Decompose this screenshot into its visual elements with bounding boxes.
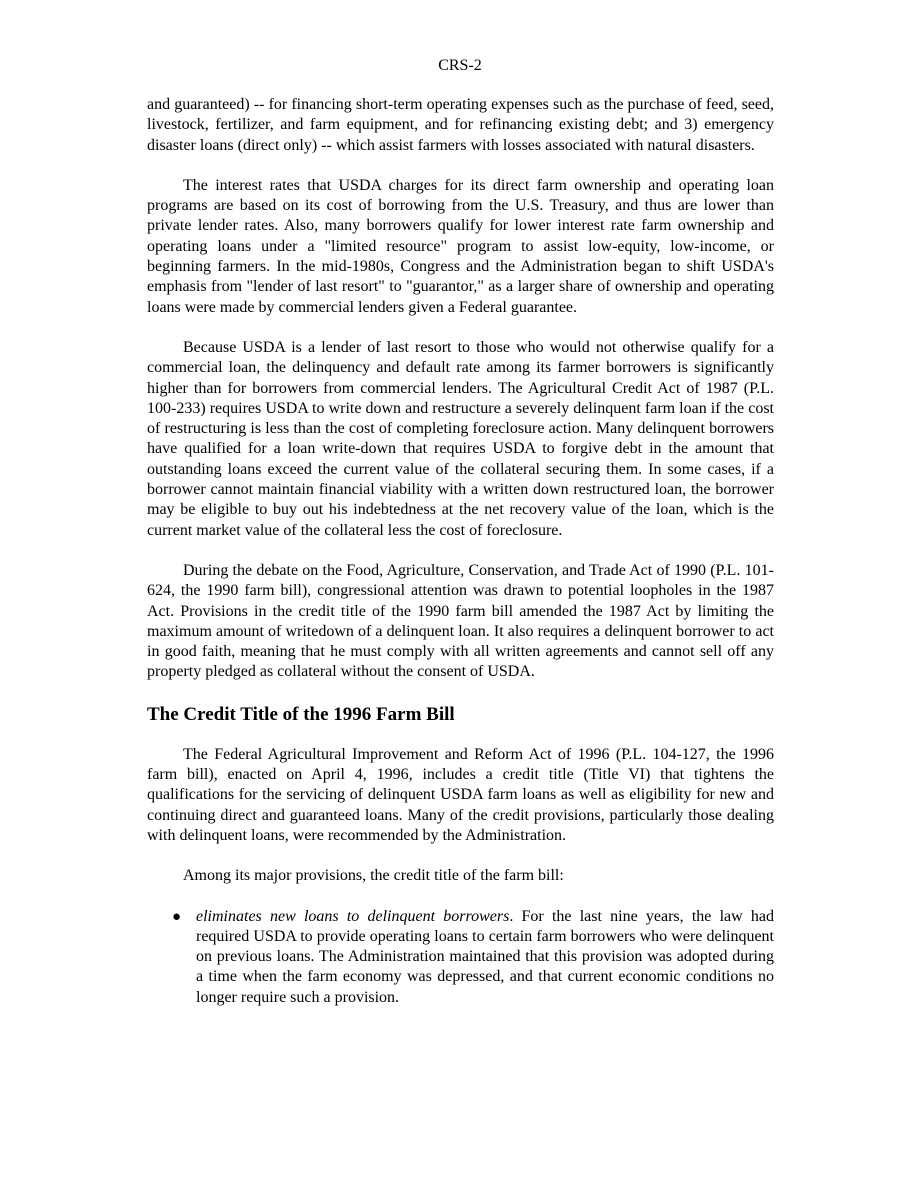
document-body (147, 95, 774, 1008)
page-number: CRS-2 (438, 57, 482, 74)
section-heading: The Credit Title of the 1996 Farm Bill (147, 703, 455, 725)
paragraph-1990-farm-bill: During the debate on the Food, Agriculture, Conservation, and Trade Act of 1990 (P.L. 101-624, the 1990 farm bill), congressional attention was drawn to potential loopholes in the 1987 Act. Provisions in the credit title of the 1990 farm bill amended the 1987 Act by limiting the maximum amount of writedown of a delinquent loan. It also requires a delinquent borrower to act in good faith, meaning that he must comply with all written agreements and cannot sell off any property pledged as collateral without the consent of USDA. (147, 561, 774, 681)
bullet-body-text: . For the last nine years, the law had required USDA to provide operating loans to certain farm borrowers who were delinquent on previous loans. The Administration maintained that this provision was adopted during a time when the farm economy was depressed, and that current economic conditions no longer require such a provision. (196, 907, 775, 1006)
paragraph-1996-act: The Federal Agricultural Improvement and Reform Act of 1996 (P.L. 104-127, the 1996 farm bill), enacted on April 4, 1996, includes a credit title (Title VI) that tightens the qualifications for the servicing of delinquent USDA farm loans as well as eligibility for new and continuing direct and guaranteed loans. Many of the credit provisions, particularly those dealing with delinquent loans, were recommended by the Administration. (147, 745, 774, 844)
paragraph-loan-types-continued: and guaranteed) -- for financing short-term operating expenses such as the purchase of feed, seed, livestock, fertilizer, and farm equipment, and for refinancing existing debt; and 3) emergency disaster loans (direct only) -- which assist farmers with losses associated with natural disasters. (147, 96, 774, 154)
paragraph-major-provisions-intro: Among its major provisions, the credit title of the farm bill: (183, 867, 564, 885)
bullet-icon: ● (172, 908, 182, 925)
bullet-lead-text: eliminates new loans to delinquent borrowers (196, 907, 510, 925)
paragraph-interest-rates: The interest rates that USDA charges for its direct farm ownership and operating loan programs are based on its cost of borrowing from the U.S. Treasury, and thus are lower than private lender rates. Also, many borrowers qualify for lower interest rate farm ownership and operating loans under a "limited resource" program to assist low-equity, low-income, or beginning farmers. In the mid-1980s, Congress and the Administration began to shift USDA's emphasis from "lender of last resort" to "guarantor," as a larger share of ownership and operating loans were made by commercial lenders given a Federal guarantee. (147, 176, 774, 316)
paragraph-delinquency: Because USDA is a lender of last resort to those who would not otherwise qualify for a commercial loan, the delinquency and default rate among its farmer borrowers is significantly higher than for borrowers from commercial lenders. The Agricultural Credit Act of 1987 (P.L. 100-233) requires USDA to write down and restructure a severely delinquent farm loan if the cost of restructuring is less than the cost of completing foreclosure action. Many delinquent borrowers have qualified for a loan write-down that requires USDA to forgive debt in the amount that outstanding loans exceed the current value of the collateral securing them. In some cases, if a borrower cannot maintain financial viability with a written down restructured loan, the borrower may be eligible to buy out his indebtedness at the net recovery value of the loan, which is the current market value of the collateral less the cost of foreclosure. (147, 338, 774, 539)
list-item (147, 907, 774, 1008)
